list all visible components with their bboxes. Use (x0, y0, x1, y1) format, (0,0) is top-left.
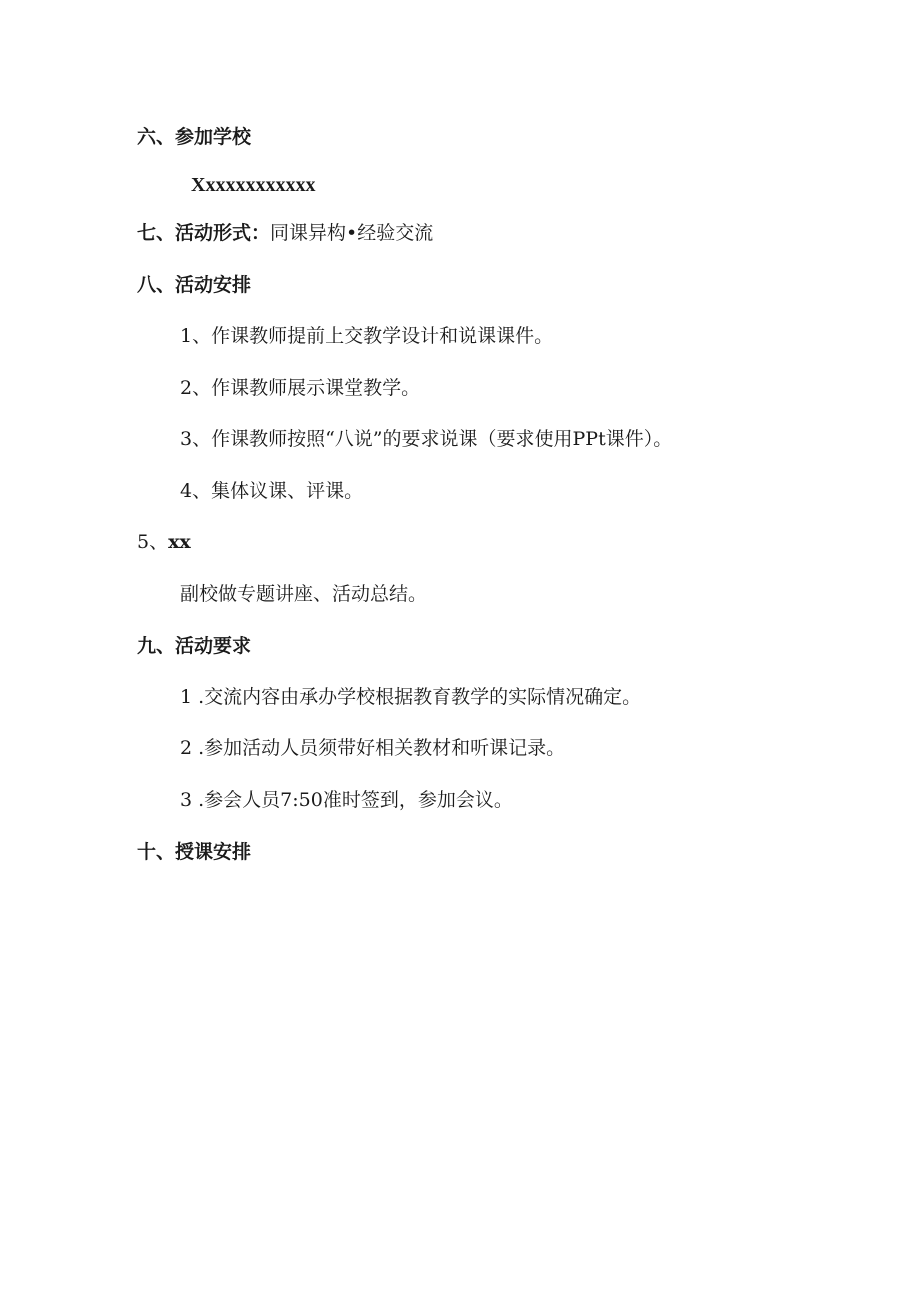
arrangement-item-2: 2、作课教师展示课堂教学。 (180, 377, 421, 399)
arrangement-item-5 (137, 530, 191, 554)
arrangement-item-5-number: 5、 (137, 531, 169, 553)
arrangement-item-5-text: 副校做专题讲座、活动总结。 (180, 583, 428, 605)
school-name: Xxxxxxxxxxxx (191, 174, 316, 196)
section-heading-teaching-arrangement: 十、授课安排 (137, 841, 252, 863)
section-heading-activity-arrangement: 八、活动安排 (137, 274, 252, 296)
activity-form-line (137, 221, 433, 245)
section-heading-activity-requirements: 九、活动要求 (137, 635, 252, 657)
arrangement-item-5-name: xx (168, 531, 191, 553)
activity-form-value: 同课异构•经验交流 (270, 222, 434, 244)
section-heading-participating-schools: 六、参加学校 (137, 126, 252, 148)
arrangement-item-4: 4、集体议课、评课。 (180, 480, 364, 502)
arrangement-item-1: 1、作课教师提前上交教学设计和说课课件。 (180, 325, 554, 347)
requirement-item-3: 3 .参会人员7:50准时签到，参加会议。 (180, 789, 513, 811)
section-heading-activity-form: 七、活动形式： (137, 222, 271, 244)
arrangement-item-3: 3、作课教师按照“八说”的要求说课（要求使用PPt课件）。 (180, 428, 673, 450)
requirement-item-2: 2 .参加活动人员须带好相关教材和听课记录。 (180, 737, 566, 759)
requirement-item-1: 1 .交流内容由承办学校根据教育教学的实际情况确定。 (180, 686, 642, 708)
